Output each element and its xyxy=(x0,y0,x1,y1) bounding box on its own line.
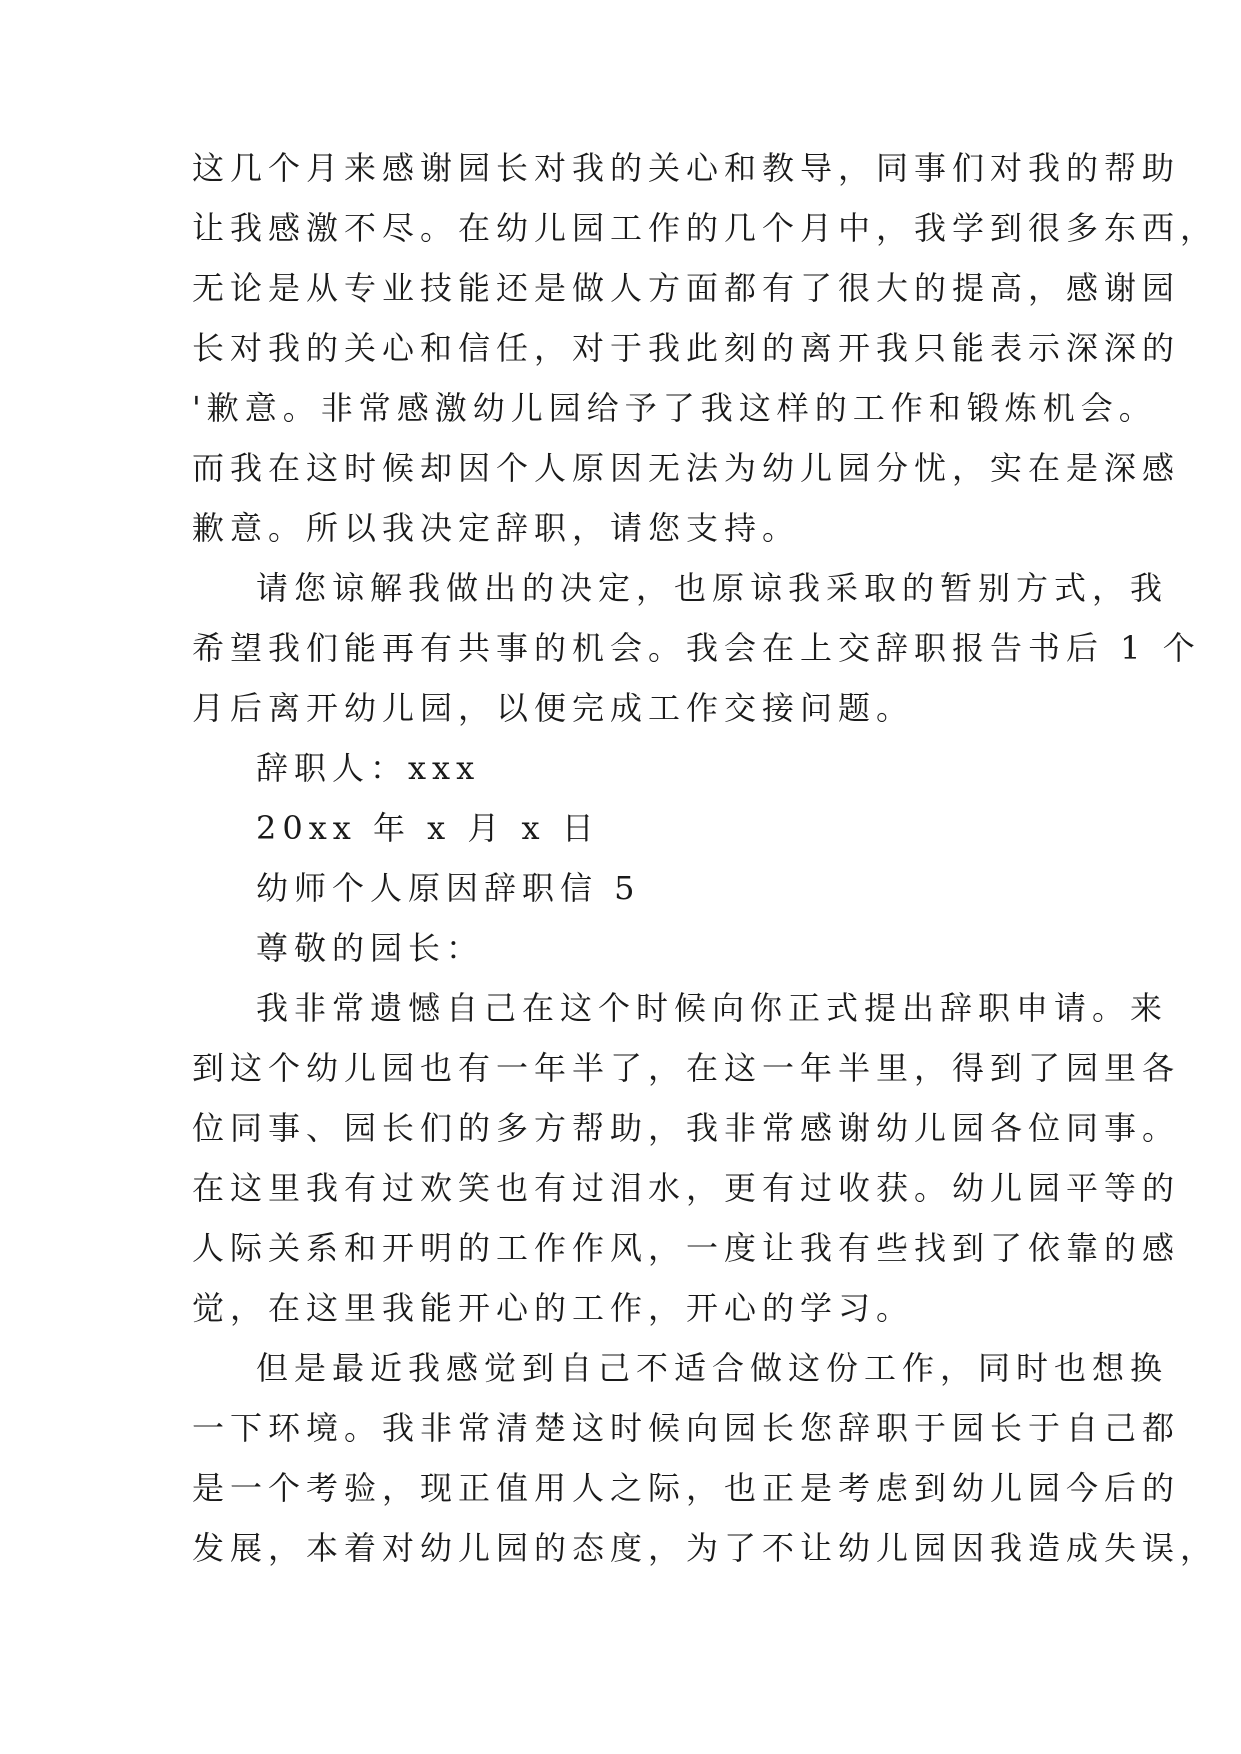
text-line: 位同事、园长们的多方帮助，我非常感谢幼儿园各位同事。 xyxy=(192,1109,1181,1147)
text-line: 发展，本着对幼儿园的态度，为了不让幼儿园因我造成失误， xyxy=(192,1529,1219,1567)
signature-name: 辞职人：xxx xyxy=(256,749,481,787)
salutation: 尊敬的园长： xyxy=(256,929,485,967)
text-line: 让我感激不尽。在幼儿园工作的几个月中，我学到很多东西， xyxy=(192,209,1219,247)
text-line: 到这个幼儿园也有一年半了，在这一年半里，得到了园里各 xyxy=(192,1049,1181,1087)
text-line: 一下环境。我非常清楚这时候向园长您辞职于园长于自己都 xyxy=(192,1409,1181,1447)
text-line: 希望我们能再有共事的机会。我会在上交辞职报告书后 1 个 xyxy=(192,629,1201,667)
text-line: 月后离开幼儿园，以便完成工作交接问题。 xyxy=(192,689,915,727)
text-line: 这几个月来感谢园长对我的关心和教导，同事们对我的帮助 xyxy=(192,149,1181,187)
signature-date: 20xx 年 x 月 x 日 xyxy=(256,809,600,847)
section-title: 幼师个人原因辞职信 5 xyxy=(256,869,641,907)
text-line: 觉，在这里我能开心的工作，开心的学习。 xyxy=(192,1289,915,1327)
text-line: 无论是从专业技能还是做人方面都有了很大的提高，感谢园 xyxy=(192,269,1181,307)
text-line: 请您谅解我做出的决定，也原谅我采取的暂别方式，我 xyxy=(256,569,1169,607)
text-line: 而我在这时候却因个人原因无法为幼儿园分忧，实在是深感 xyxy=(192,449,1181,487)
text-line: 但是最近我感觉到自己不适合做这份工作，同时也想换 xyxy=(256,1349,1169,1387)
text-line: 我非常遗憾自己在这个时候向你正式提出辞职申请。来 xyxy=(256,989,1169,1027)
text-line: 在这里我有过欢笑也有过泪水，更有过收获。幼儿园平等的 xyxy=(192,1169,1181,1207)
text-line: 人际关系和开明的工作作风，一度让我有些找到了依靠的感 xyxy=(192,1229,1181,1267)
text-line: 长对我的关心和信任，对于我此刻的离开我只能表示深深的 xyxy=(192,329,1181,367)
text-line: '歉意。非常感激幼儿园给予了我这样的工作和锻炼机会。 xyxy=(192,389,1157,427)
text-line: 是一个考验，现正值用人之际，也正是考虑到幼儿园今后的 xyxy=(192,1469,1181,1507)
text-line: 歉意。所以我决定辞职，请您支持。 xyxy=(192,509,801,547)
